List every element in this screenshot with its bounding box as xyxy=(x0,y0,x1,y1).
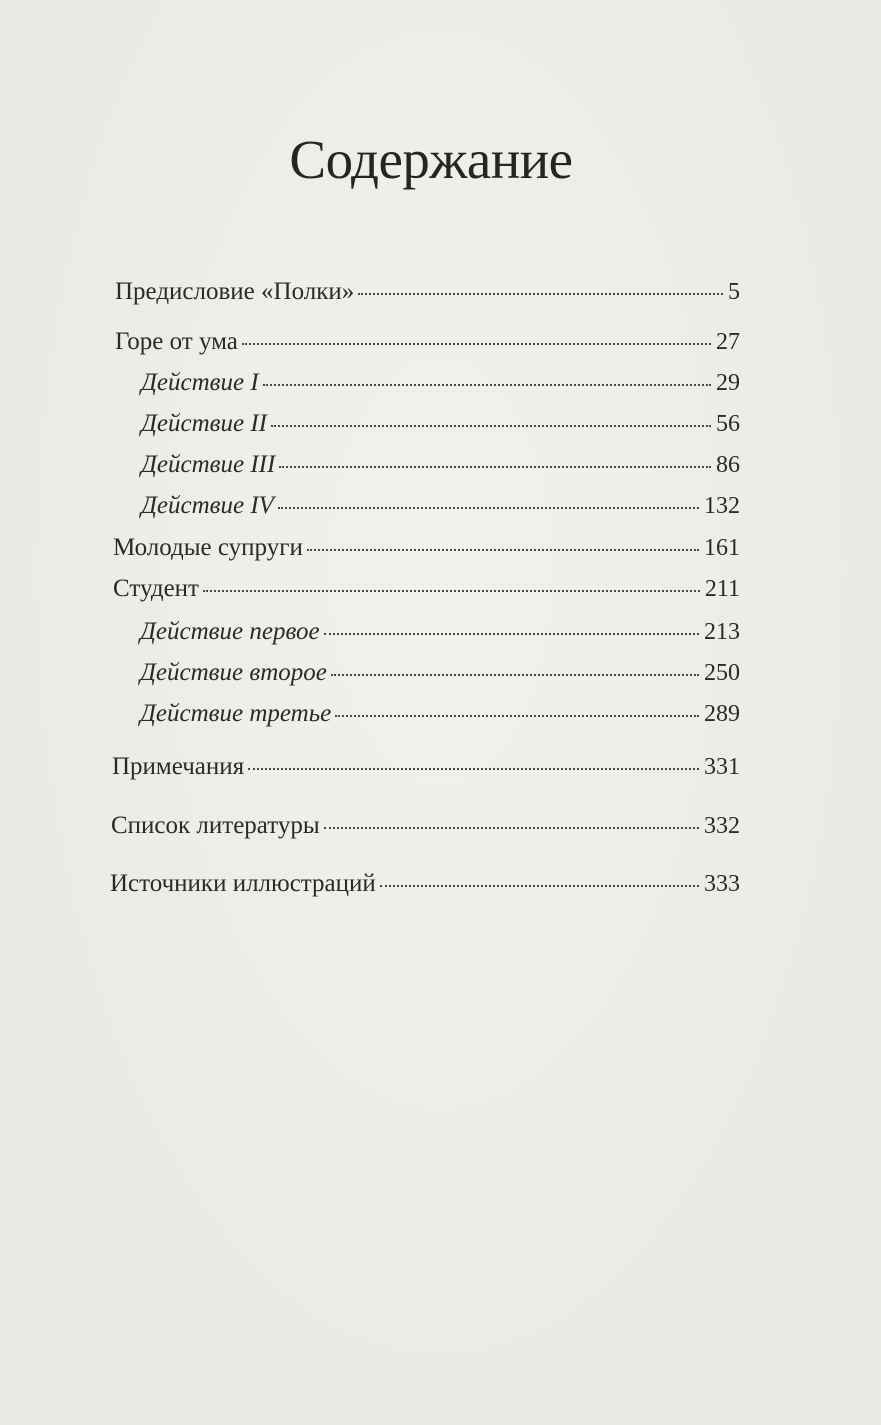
toc-entry-label: Молодые супруги xyxy=(113,534,303,561)
toc-page-number: 333 xyxy=(704,871,740,897)
toc-page-number: 211 xyxy=(704,576,740,602)
toc-entry-gore-ot-uma xyxy=(115,327,740,357)
dot-leader xyxy=(358,293,723,295)
toc-page-number: 213 xyxy=(704,619,740,645)
toc-page-number: 86 xyxy=(716,452,740,478)
page-title: Содержание xyxy=(289,129,573,190)
toc-page-number: 56 xyxy=(716,411,740,437)
toc-entry-label: Действие II xyxy=(141,410,268,437)
toc-entry-act-third xyxy=(140,699,740,729)
toc-entry-label: Примечания xyxy=(112,753,245,780)
toc-entry-label: Действие третье xyxy=(140,700,332,727)
toc-page-number: 161 xyxy=(704,535,740,561)
toc-page-number: 332 xyxy=(704,813,740,839)
dot-leader xyxy=(203,590,700,592)
toc-entry-bibliography xyxy=(111,811,740,841)
toc-entry-student xyxy=(113,574,740,604)
toc-page-number: 250 xyxy=(704,660,740,686)
toc-entry-label: Предисловие «Полки» xyxy=(115,278,355,305)
toc-entry-label: Действие второе xyxy=(140,659,327,686)
toc-entry-label: Горе от ума xyxy=(115,328,238,355)
dot-leader xyxy=(380,885,699,887)
toc-entry-molodye-suprugi xyxy=(113,533,740,563)
toc-entry-preface xyxy=(115,277,740,307)
toc-entry-label: Источники иллюстраций xyxy=(110,870,376,897)
dot-leader xyxy=(324,633,699,635)
toc-page-number: 132 xyxy=(704,493,740,519)
dot-leader xyxy=(307,549,699,551)
dot-leader xyxy=(248,768,699,770)
toc-entry-label: Действие I xyxy=(141,369,259,396)
toc-page-number: 27 xyxy=(716,329,740,355)
dot-leader xyxy=(278,507,699,509)
toc-entry-act-first xyxy=(140,617,740,647)
toc-page-number: 5 xyxy=(728,279,740,305)
toc-entry-label: Действие III xyxy=(141,451,276,478)
toc-entry-illustration-sources xyxy=(110,869,740,899)
dot-leader xyxy=(335,715,699,717)
toc-page-number: 29 xyxy=(716,370,740,396)
toc-page-number: 289 xyxy=(704,701,740,727)
toc-entry-notes xyxy=(112,752,740,782)
dot-leader xyxy=(279,466,711,468)
toc-entry-act-second xyxy=(140,658,740,688)
dot-leader xyxy=(331,674,699,676)
toc-page-number: 331 xyxy=(704,754,740,780)
dot-leader xyxy=(324,827,699,829)
toc-entry-label: Студент xyxy=(113,575,199,602)
toc-entry-label: Действие IV xyxy=(141,492,274,519)
toc-entry-label: Список литературы xyxy=(111,812,320,839)
dot-leader xyxy=(271,425,711,427)
toc-entry-label: Действие первое xyxy=(140,618,320,645)
toc-entry-act-1 xyxy=(141,368,740,398)
toc-entry-act-3 xyxy=(141,450,740,480)
dot-leader xyxy=(242,343,711,345)
dot-leader xyxy=(263,384,711,386)
toc-entry-act-4 xyxy=(141,491,740,521)
toc-entry-act-2 xyxy=(141,409,740,439)
